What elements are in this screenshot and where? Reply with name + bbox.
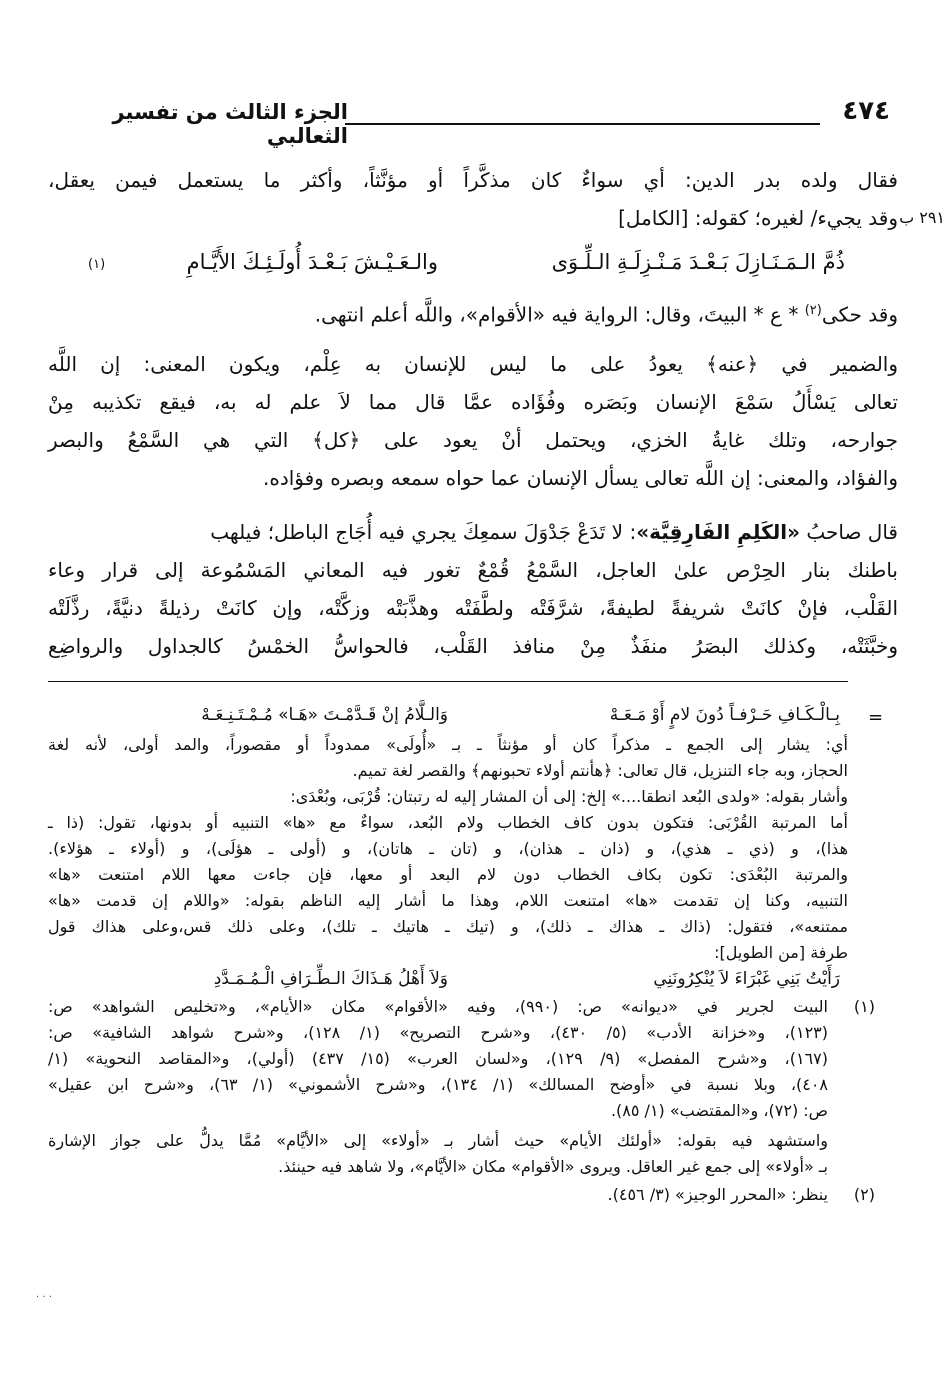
narrator-text: وقد حكى [821, 302, 898, 327]
footnote-verse-2-first: رَأَيْتُ بَنِي غَبْرَاءَ لاَ يُنْكِرُونَنِي [653, 969, 840, 989]
running-title: الجزء الثالث من تفسير الثعالبي [112, 100, 348, 148]
continuation-mark: = [868, 707, 884, 728]
commentary-line-4: أما المرتبة القُرْبَى: فتكون بدون كاف الخطاب ولام البُعد، سواءٌ مع «ها» التنبيه أو بدونها، تقول: (ذا ـ [48, 813, 848, 832]
header-rule [345, 123, 820, 125]
footnote-1-line-1: البيت لجرير في «ديوانه» ص: (٩٩٠)، وفيه «الأقوام» مكان «الأيام»، و«تخليص الشواهد» ص: [48, 997, 828, 1016]
paragraph-1-line-4 [48, 292, 898, 334]
narrator-text-rest: * ع * البيتَ، وقال: الرواية فيه «الأقوام»، واللَّه أعلم انتهى. [314, 302, 799, 327]
page-number: ٤٧٤ [842, 96, 890, 126]
verse-first-hemistich: ذُمَّ الـمَـنَـازِلَ بَـعْـدَ مَـنْـزِلَـةِ الـلِّـوَى [551, 250, 845, 274]
footnote-verse-2-second: وَلاَ أَهْلُ هَـذَاكَ الـطِّـرَافِ الْـمُـمَـدَّدِ [213, 969, 448, 989]
commentary-line-7: التنبيه، وكنا إن تقدمت «ها» امتنعت اللام، وهذا ما أشار إليه الناظم بقوله: «واللام إن قدمت «ها» [48, 891, 848, 910]
paragraph-3-line-3: القَلْب، فإنْ كانَتْ شريفةً لطيفةً، شرَّفَتْه ولطَّفَتْه وهذَّبَتْه وزكَّتْه، وإن كانَتْ رذيلةً دنيَّةً، رذَّلَتْه [48, 596, 898, 620]
footnote-1-line-6: واستشهد فيه بقوله: «أولئك الأيام» حيث أشار بـ «أولاء» إلى «الأيَّام» مُمَّا يدلُّ على جواز الإشارة [48, 1131, 828, 1150]
paragraph-3-line-1 [48, 514, 898, 551]
paragraph-2-line-1: والضمير في ﴿عنه﴾ يعودُ على ما ليس للإنسان به عِلْم، ويكون المعنى: إن اللَّه [48, 352, 898, 376]
paragraph-3-line-2: باطنك بنار الحِرْص علىٰ العاجل، السَّمْعُ قُمْعٌ تغور فيه المعاني المَسْمُوعة إلى قرار وعاء [48, 558, 898, 582]
paragraph-1-line-2: وقد يجيء/ لغيره؛ كقوله: [الكامل] [618, 206, 898, 230]
footnote-1-line-2: (١٢٣)، و«خزانة الأدب» (٥/ ٤٣٠)، و«شرح التصريح» (١/ ١٢٨)، و«شرح شواهد الشافية» ص: [48, 1023, 829, 1042]
footnote-2-number: (٢) [853, 1185, 875, 1204]
commentary-line-9: طرفة [من الطويل]: [714, 943, 848, 962]
verse-second-hemistich: والـعَـيْـشَ بَـعْـدَ أُولَـئِـكَ الأَيَّـامِ [186, 250, 438, 274]
footnote-2-line-1: ينظر: «المحرر الوجيز» (٣/ ٤٥٦). [607, 1185, 828, 1204]
quote-intro: قال صاحبُ [806, 520, 898, 544]
footnote-1-line-7: بـ «أولاء» إلى جمع غير العاقل. ويروى «الأقوام» مكان «الأيَّام»، ولا شاهد فيه حينئذ. [278, 1157, 828, 1176]
commentary-line-5: هذا)، و (ذي ـ هذي)، و (ذان ـ هذان)، و (تان ـ هاتان)، و (أولى ـ هؤلَى)، و (أولاء ـ هؤلاء). [48, 839, 848, 858]
commentary-line-1: أي: يشار إلى الجمع ـ مذكراً كان أو مؤنثاً ـ بـ «أُولَى» ممدوداً أو مقصوراً، والمد أولى، لأنه لغة [48, 735, 848, 754]
footnote-rule [48, 681, 848, 682]
verse-footnote-ref: (١) [88, 257, 106, 272]
footnote-1-line-3: (١٦٧)، و«شرح المفصل» (٩/ ١٢٩)، و«لسان العرب» (١٥/ ٤٣٧) (أولي)، و«المقاصد النحوية» (١/ [48, 1049, 828, 1068]
page-bottom-marks: · · · [36, 1292, 52, 1303]
quote-text: : لا تَدَعْ جَدْوَلَ سمعِكَ يجري فيه أُجَاج الباطل؛ فيلهب [210, 520, 637, 544]
book-title: «الكَلِمِ الفَارِقِيَّة» [636, 520, 801, 544]
paragraph-3-line-4: وخبَّثَتْه، وكذلك البصَرُ منفَذٌ مِنْ منافذ القَلْب، فالحواسُّ الخمْسُ كالجداول والرواضِع [48, 634, 898, 658]
paragraph-2-line-2: تعالى يَسْأَلُ سَمْعَ الإنسان وبَصَره وفُؤَاده عمَّا قال مما لاَ علم له به، فيقع تكذيبه مِنْ [48, 390, 898, 414]
footnote-verse-1-second: وَالـلَّامُ إنْ قَـدَّمْـتَ «هَـا» مُـمْـتَـنِـعَـهْ [201, 705, 448, 725]
footnote-verse-1-first: بِـالْـكَـافِ حَـرْفـاً دُونَ لامٍ أَوْ مَـعَـهْ [609, 705, 840, 725]
commentary-line-8: ممتنعه»، فتقول: (ذاك ـ هذاك ـ ذلك)، و (تيك ـ هاتيك ـ تلك)، وعلى ذلك قس،وعلى هذاك قول [48, 917, 848, 936]
commentary-line-6: والمرتبة البُعْدَى: تكون بكاف الخطاب دون لام البعد أو معها، فإن جاءت معها اللام امتنعت «ها» [48, 865, 848, 884]
footnote-1-line-4: ٤٠٨)، وبلا نسبة في «أوضح المسالك» (١/ ١٣٤)، و«شرح الأشموني» (١/ ٦٣)، و«شرح ابن عقيل» [48, 1075, 829, 1094]
footnote-1-number: (١) [853, 997, 875, 1016]
commentary-line-3: وأشار بقوله: «ولدى البُعد انطقا....» إلخ: إلى أن المشار إليه له رتبتان: قُرْبَى، وبُعْدَى: [290, 787, 848, 806]
paragraph-2-line-4: والفؤاد، والمعنى: إن اللَّه تعالى يسأل الإنسان عما حواه سمعه وبصره وفؤاده. [262, 466, 898, 490]
footnote-1-line-5: ص: (٧٢)، و«المقتضب» (١/ ٨٥). [610, 1101, 828, 1120]
marginal-folio-note: ٢٩١ ب [899, 208, 945, 227]
commentary-line-2: الحجاز، وبه جاء التنزيل، قال تعالى: ﴿هأنتم أولاء تحبونهم﴾ والقصر لغة تميم. [352, 761, 848, 780]
paragraph-2-line-3: جوارحه، وتلك غايةُ الخزي، ويحتمل أنْ يعود على ﴿كل﴾ التي هي السَّمْعُ والبصر [48, 428, 898, 452]
paragraph-1-line-1: فقال ولده بدر الدين: أي سواءٌ كان مذكَّراً أو مؤنَّثاً، وأكثر ما يستعمل فيمن يعقل، [48, 168, 898, 192]
footnote-ref-2: (٢) [804, 303, 822, 318]
